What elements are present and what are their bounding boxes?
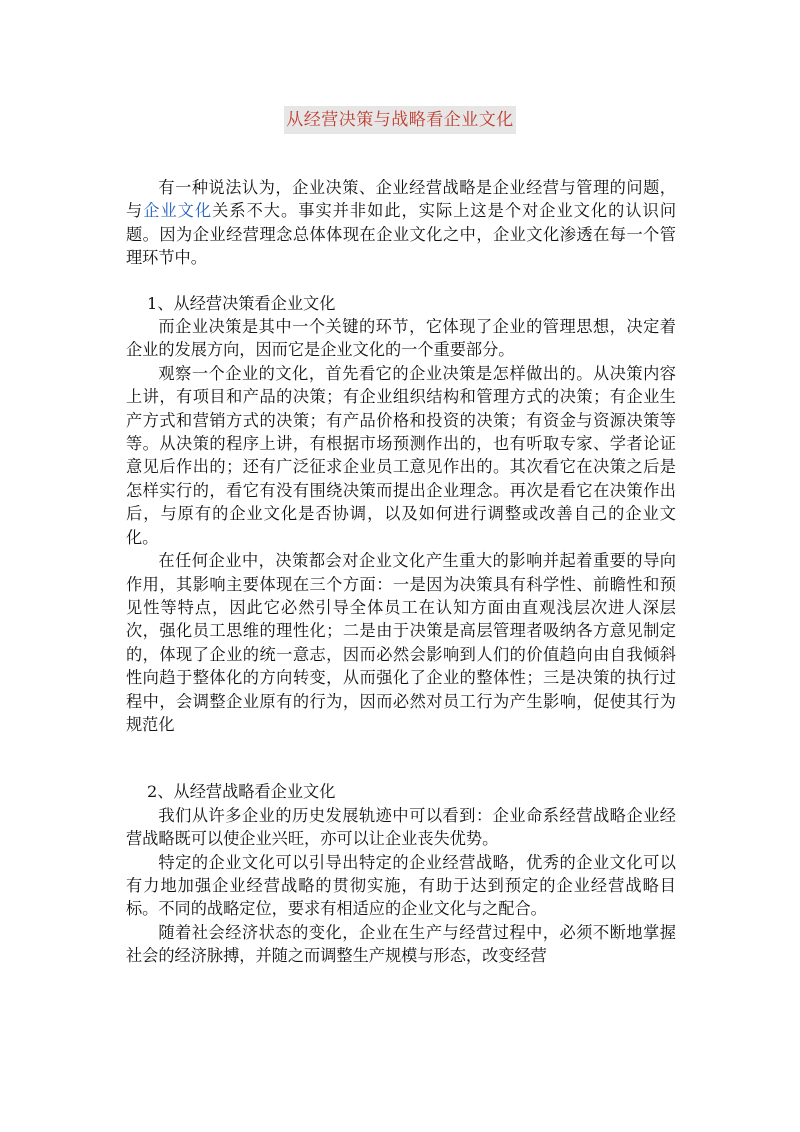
intro-text-before-link: 有一种说法认为，企业决策、企业经营战略是企业经营与管理的问题，与 <box>126 178 676 221</box>
title-text: 从经营决策与战略看企业文化 <box>284 106 516 134</box>
section2-paragraph: 我们从许多企业的历史发展轨迹中可以看到：企业命系经营战略企业经营战略既可以使企业兴旺，亦可以让企业丧失优势。 <box>126 805 676 849</box>
intro-paragraph <box>126 176 676 270</box>
section2-paragraph: 特定的企业文化可以引导出特定的企业经营战略，优秀的企业文化可以有力地加强企业经营战略的贯彻实施，有助于达到预定的企业经营战略目标。不同的战略定位，要求有相适应的企业文化与之配合。 <box>126 852 676 919</box>
enterprise-culture-link[interactable]: 企业文化 <box>143 201 213 221</box>
section1-paragraph: 在任何企业中，决策都会对企业文化产生重大的影响并起着重要的导向作用，其影响主要体现在三个方面：一是因为决策具有科学性、前瞻性和预见性等特点，因此它必然引导全体员工在认知方面由直观浅层次进人深层次，强化员工思维的理性化；二是由于决策是高层管理者吸纳各方意见制定的，体现了企业的统一意志，因而必然会影响到人们的价值趋向由自我倾斜性向趋于整体化的方向转变，从而强化了企业的整体性；三是决策的执行过程中，会调整企业原有的行为，因而必然对员工行为产生影响，促使其行为规范化 <box>126 551 676 734</box>
section-heading-1: 1、从经营决策看企业文化 <box>147 293 336 313</box>
section2-paragraph: 随着社会经济状态的变化，企业在生产与经营过程中，必须不断地掌握社会的经济脉搏，并随之而调整生产规模与形态，改变经营 <box>126 922 676 966</box>
document-title <box>0 106 800 134</box>
section1-paragraph: 而企业决策是其中一个关键的环节，它体现了企业的管理思想，决定着企业的发展方向，因而它是企业文化的一个重要部分。 <box>126 317 676 360</box>
section-heading-2: 2、从经营战略看企业文化 <box>147 782 336 802</box>
document-body <box>126 176 676 968</box>
spacer <box>126 270 676 292</box>
section1-paragraph: 观察一个企业的文化，首先看它的企业决策是怎样做出的。从决策内容上讲，有项目和产品的决策；有企业组织结构和管理方式的决策；有企业生产方式和营销方式的决策；有产品价格和投资的决策；有资金与资源决策等等。从决策的程序上讲，有根据市场预测作出的，也有听取专家、学者论证意见后作出的；还有广泛征求企业员工意见作出的。其次看它在决策之后是怎样实行的，看它有没有围绕决策而提出企业理念。再次是看它在决策作出后，与原有的企业文化是否协调，以及如何进行调整或改善自己的企业文化。 <box>126 363 676 547</box>
spacer <box>126 736 676 780</box>
intro-text-after-link: 关系不大。事实并非如此，实际上这是个对企业文化的认识问题。因为企业经营理念总体体现在企业文化之中，企业文化渗透在每一个管理环节中。 <box>126 201 677 268</box>
